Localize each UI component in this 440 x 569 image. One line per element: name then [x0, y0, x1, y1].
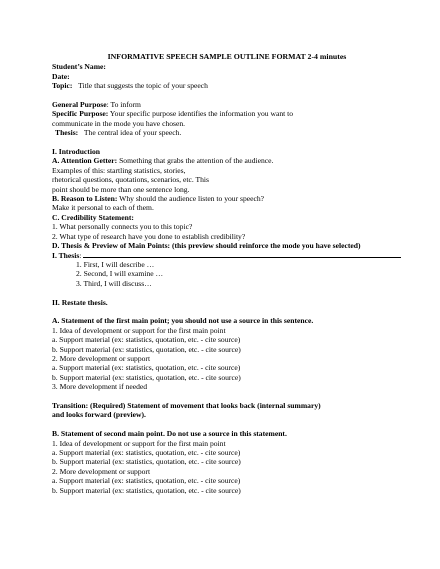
first-point-line-3: b. Support material (ex: statistics, quotation, etc. - cite source) [52, 344, 241, 354]
topic-text: Title that suggests the topic of your speech [78, 81, 208, 91]
thesis-line [52, 128, 402, 137]
outline-page [52, 52, 402, 495]
attention-example-2: rhetorical questions, quotations, scenarios, etc. This [52, 175, 209, 185]
credibility-item-2: 2. What type of research have you done to establish credibility? [52, 231, 246, 241]
preview-item-3: 3. Third, I will discuss… [76, 278, 152, 288]
second-point-line-2: a. Support material (ex: statistics, quotation, etc. - cite source) [52, 447, 241, 457]
preview-heading: D. Thesis & Preview of Main Points: (this preview should reinforce the mode you have selected) [52, 241, 361, 251]
attention-example-3: point should be more than one sentence long. [52, 184, 190, 194]
restate-thesis-heading: II. Restate thesis. [52, 297, 108, 307]
topic-label: Topic: [52, 81, 73, 91]
preview-item-1: 1. First, I will describe … [76, 259, 155, 269]
second-point-line-5: a. Support material (ex: statistics, quotation, etc. - cite source) [52, 476, 241, 486]
credibility-label: C. Credibility Statement: [52, 212, 134, 222]
general-purpose-label: General Purpose [52, 100, 107, 110]
preview-item-2: 2. Second, I will examine … [76, 269, 164, 279]
topic-line [52, 81, 402, 90]
intro-thesis-label: I. Thesis [52, 250, 80, 260]
student-name-label: Student’s Name: [52, 62, 106, 72]
attention-getter-line [52, 156, 402, 165]
intro-thesis-colon: : [79, 250, 82, 260]
thesis-label: Thesis: [55, 128, 79, 138]
date-label: Date: [52, 71, 70, 81]
reason-to-listen-line [52, 194, 402, 203]
transition-line-1: Transition: (Required) Statement of movement that looks back (internal summary) [52, 400, 321, 410]
first-point-line-1: 1. Idea of development or support for the first main point [52, 325, 226, 335]
specific-purpose-line [52, 109, 402, 118]
reason-to-listen-label: B. Reason to Listen: [52, 194, 118, 204]
second-main-point-heading: B. Statement of second main point. Do not use a source in this statement. [52, 429, 287, 439]
thesis-text: The central idea of your speech. [83, 128, 182, 138]
credibility-item-1: 1. What personally connects you to this topic? [52, 222, 193, 232]
second-point-line-1: 1. Idea of development or support for the first main point [52, 438, 226, 448]
attention-example-1: Examples of this: startling statistics, stories, [52, 165, 186, 175]
general-purpose-line [52, 100, 402, 109]
specific-purpose-continuation: communicate in the mode you have chosen. [52, 118, 186, 128]
thesis-blank-line [83, 251, 401, 258]
attention-getter-label: A. Attention Getter: [52, 156, 118, 166]
intro-thesis-line [52, 251, 402, 260]
transition-line-2: and looks forward (preview). [52, 410, 146, 420]
specific-purpose-text: Your specific purpose identifies the information you want to [108, 109, 294, 119]
general-purpose-text: : To inform [106, 100, 141, 110]
second-point-line-4: 2. More development or support [52, 466, 151, 476]
second-point-line-6: b. Support material (ex: statistics, quotation, etc. - cite source) [52, 485, 241, 495]
first-main-point-heading: A. Statement of the first main point; you should not use a source in this sentence. [52, 316, 314, 326]
reason-to-listen-continuation: Make it personal to each of them. [52, 203, 154, 213]
specific-purpose-label: Specific Purpose: [52, 109, 109, 119]
first-point-line-5: a. Support material (ex: statistics, quotation, etc. - cite source) [52, 363, 241, 373]
reason-to-listen-text: Why should the audience listen to your speech? [117, 194, 265, 204]
first-point-line-6: b. Support material (ex: statistics, quotation, etc. - cite source) [52, 372, 241, 382]
second-point-line-3: b. Support material (ex: statistics, quotation, etc. - cite source) [52, 457, 241, 467]
document-title: INFORMATIVE SPEECH SAMPLE OUTLINE FORMAT 2-4 minutes [107, 52, 347, 61]
first-point-line-7: 3. More development if needed [52, 382, 148, 392]
first-point-line-4: 2. More development or support [52, 353, 151, 363]
attention-getter-text: Something that grabs the attention of the audience. [117, 156, 274, 166]
first-point-line-2: a. Support material (ex: statistics, quotation, etc. - cite source) [52, 335, 241, 345]
introduction-heading: I. Introduction [52, 147, 100, 157]
